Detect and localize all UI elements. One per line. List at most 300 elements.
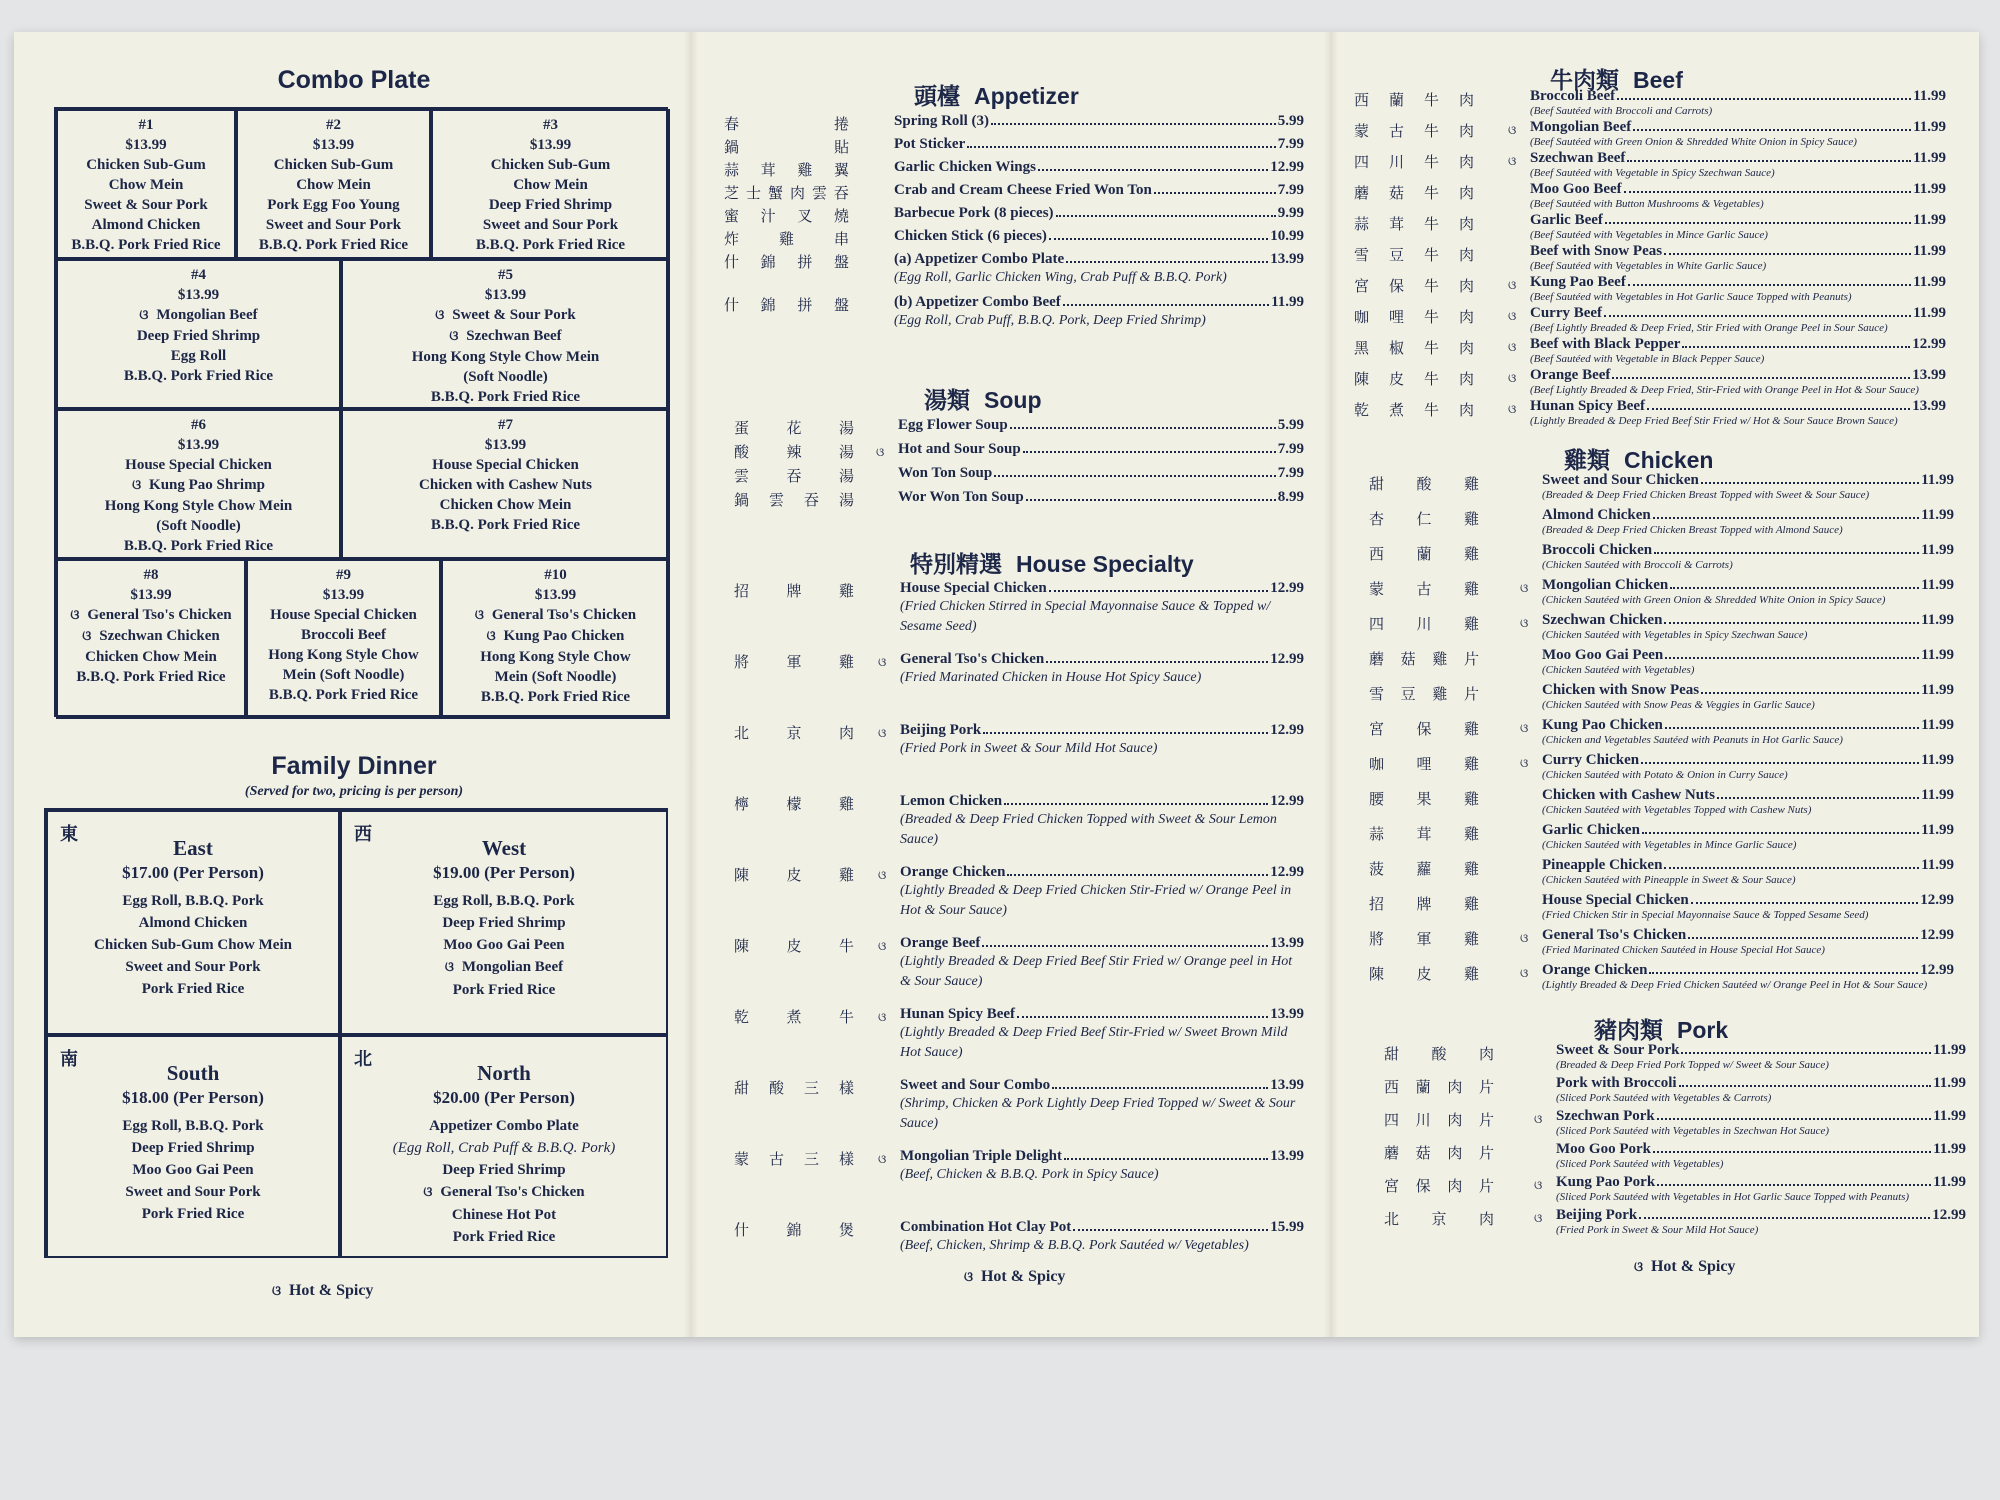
chinese-char: 雞 — [1463, 510, 1479, 528]
dinner-line-text: Moo Goo Gai Peen — [132, 1162, 254, 1178]
item-price: 7.99 — [1277, 441, 1304, 457]
leader-dots — [1617, 98, 1911, 100]
combo-line-text: Broccoli Beef — [300, 627, 387, 643]
combo-plate-10 — [441, 559, 670, 719]
dinner-line-text: Egg Roll, B.B.Q. Pork — [122, 1118, 264, 1134]
combo-line-text: Mein (Soft Noodle) — [282, 667, 405, 683]
chinese-char: 雞 — [1463, 860, 1479, 878]
item-price: 11.99 — [1913, 181, 1946, 197]
chili-icon: ଓ — [1520, 756, 1529, 770]
menu-item — [1534, 1108, 1966, 1138]
combo-line — [58, 346, 339, 366]
combo-line — [58, 516, 339, 536]
family-grid — [44, 808, 668, 1258]
item-name: Kung Pao Pork — [1556, 1174, 1656, 1190]
chinese-char: 牛 — [1423, 277, 1439, 295]
leader-dots — [983, 732, 1268, 734]
leader-dots — [994, 475, 1276, 477]
item-description: (Beef Sautéed with Broccoli and Carrots) — [1530, 105, 1713, 117]
combo-number: #7 — [498, 417, 513, 433]
chinese-char: 腰 — [1369, 790, 1385, 808]
item-name: Orange Chicken — [900, 864, 1006, 880]
combo-line — [238, 215, 429, 235]
chinese-char: 盤 — [833, 296, 849, 314]
chinese-name — [1369, 928, 1479, 949]
chinese-char: 將 — [734, 653, 750, 671]
item-price: 7.99 — [1277, 136, 1304, 152]
menu-item — [1508, 305, 1946, 335]
combo-line-text: B.B.Q. Pork Fried Rice — [123, 538, 274, 554]
chinese-char: 陳 — [1369, 965, 1385, 983]
combo-line-text: Deep Fried Shrimp — [136, 328, 261, 344]
item-name: (b) Appetizer Combo Beef — [894, 294, 1061, 310]
combo-line-text: (Soft Noodle) — [156, 518, 241, 534]
item-name: Broccoli Chicken — [1542, 542, 1653, 558]
combo-line — [343, 475, 668, 495]
chinese-char: 肉 — [789, 184, 805, 202]
item-description: (Sliced Pork Sautéed with Vegetables & Carrots) — [1556, 1092, 1772, 1104]
combo-line — [248, 605, 439, 625]
chinese-char: 三 — [803, 1079, 819, 1097]
combo-line — [58, 155, 234, 175]
menu-item — [894, 181, 1304, 199]
combo-line — [58, 536, 339, 556]
item-description: (Lightly Breaded & Deep Fried Beef Stir Fried w/ Orange peel in Hot & Sour Sauce) — [900, 954, 1293, 989]
item-description: (Breaded & Deep Fried Pork Topped w/ Sweet & Sour Sauce) — [1556, 1059, 1829, 1071]
chinese-char: 四 — [1369, 615, 1385, 633]
combo-plate-8 — [56, 559, 246, 719]
item-name: Szechwan Chicken — [1542, 612, 1663, 628]
item-price: 8.99 — [1277, 489, 1304, 505]
item-description: (Lightly Breaded & Deep Fried Chicken Sautéed w/ Orange Peel in Hot & Sour Sauce) — [1542, 979, 1928, 991]
chili-icon: ଓ — [1520, 616, 1529, 630]
item-description: (Sliced Pork Sautéed with Vegetables in Hot Garlic Sauce Topped with Peanuts) — [1556, 1191, 1910, 1203]
chinese-char: 雞 — [1432, 650, 1448, 668]
combo-line — [443, 626, 668, 647]
menu-item — [876, 440, 1304, 459]
leader-dots — [1046, 661, 1268, 663]
chinese-char: 酸 — [1416, 475, 1432, 493]
menu-item — [878, 650, 1304, 688]
chinese-char: 雪 — [1354, 246, 1370, 264]
menu-item — [1520, 717, 1954, 747]
chili-icon: ଓ — [878, 939, 887, 953]
leader-dots — [1647, 408, 1910, 410]
chinese-char: 吞 — [803, 491, 819, 509]
menu-item — [894, 293, 1304, 331]
combo-number: #2 — [326, 117, 341, 133]
leader-dots — [1628, 284, 1911, 286]
item-price: 13.99 — [1270, 1077, 1304, 1093]
menu-item — [898, 488, 1304, 506]
menu-item — [898, 416, 1304, 434]
leader-dots — [991, 123, 1276, 125]
combo-number: #4 — [191, 267, 206, 283]
family-dinner-east — [46, 810, 340, 1035]
combo-line-text: Kung Pao Chicken — [503, 628, 625, 644]
menu-item — [1530, 243, 1946, 273]
menu-item — [878, 1147, 1304, 1185]
leader-dots — [1627, 160, 1911, 162]
dinner-name: South — [166, 1061, 220, 1085]
item-price: 12.99 — [1932, 1207, 1966, 1223]
item-name: Egg Flower Soup — [898, 417, 1008, 433]
chinese-name — [1369, 683, 1479, 704]
chinese-char: 什 — [734, 1221, 750, 1239]
combo-line — [433, 215, 668, 235]
leader-dots — [1023, 451, 1276, 453]
chinese-name — [734, 1148, 854, 1169]
item-name: Orange Beef — [1530, 367, 1611, 383]
chinese-name — [1354, 399, 1474, 420]
chinese-char: 茸 — [1416, 825, 1432, 843]
chinese-char: 肉 — [1458, 308, 1474, 326]
chinese-char: 雞 — [1463, 755, 1479, 773]
item-description: (Beef Sautéed with Vegetables in White Garlic Sauce) — [1530, 260, 1767, 272]
chili-icon: ଓ — [132, 478, 142, 493]
chinese-char: 乾 — [734, 1008, 750, 1026]
combo-line — [58, 215, 234, 235]
dinner-line — [342, 1181, 666, 1204]
leader-dots — [1073, 1229, 1268, 1231]
menu-item — [1520, 962, 1954, 992]
item-description: (Fried Chicken Stir in Special Mayonnaise Sauce & Topped Sesame Seed) — [1542, 909, 1869, 921]
chinese-char: 酸 — [734, 443, 750, 461]
chinese-char: 蒜 — [1354, 215, 1370, 233]
chinese-char: 陳 — [734, 866, 750, 884]
leader-dots — [1010, 427, 1276, 429]
combo-plate-2 — [236, 109, 431, 259]
leader-dots — [1064, 1158, 1268, 1160]
item-name: Mongolian Chicken — [1542, 577, 1669, 593]
menu-item — [1542, 507, 1954, 537]
chinese-char: 蒙 — [1369, 580, 1385, 598]
chinese-char: 四 — [1354, 153, 1370, 171]
combo-line — [343, 326, 668, 347]
menu-item — [1542, 892, 1954, 922]
chinese-char: 雲 — [811, 184, 827, 202]
item-price: 11.99 — [1921, 577, 1954, 593]
item-description: (Chicken Sautéed with Vegetables in Spicy Szechwan Sauce) — [1542, 629, 1808, 641]
chinese-name — [1354, 337, 1474, 358]
chinese-name — [734, 864, 854, 885]
chinese-name — [1384, 1175, 1494, 1196]
combo-title: Combo Plate — [277, 66, 431, 94]
combo-number: #1 — [138, 117, 154, 133]
item-description: (Lightly Breaded & Deep Fried Chicken Stir-Fried w/ Orange Peel in Hot & Sour Sauce) — [900, 883, 1292, 918]
menu-item — [894, 204, 1304, 222]
dinner-line-text: Pork Fried Rice — [452, 1229, 556, 1245]
chinese-char: 牛 — [1423, 370, 1439, 388]
leader-dots — [1026, 499, 1276, 501]
item-price: 11.99 — [1913, 243, 1946, 259]
item-description: (Beef, Chicken, Shrimp & B.B.Q. Pork Sautéed w/ Vegetables) — [900, 1238, 1249, 1253]
leader-dots — [1664, 867, 1919, 869]
chinese-char: 雞 — [1463, 825, 1479, 843]
leader-dots — [1642, 832, 1919, 834]
combo-line-text: Pork Egg Foo Young — [267, 197, 400, 213]
combo-line — [343, 495, 668, 515]
item-name: Orange Beef — [900, 935, 981, 951]
dinner-line — [342, 1137, 666, 1159]
chinese-name — [1369, 543, 1479, 564]
combo-line — [248, 645, 439, 665]
section-chinese-title: 豬肉類 — [1594, 1018, 1663, 1044]
chinese-char: 肉 — [1447, 1078, 1463, 1096]
chili-icon: ଓ — [1520, 581, 1529, 595]
chinese-char: 甜 — [734, 1079, 750, 1097]
chinese-char: 雞 — [1463, 790, 1479, 808]
combo-line — [443, 647, 668, 667]
dinner-line — [342, 912, 666, 934]
item-name: Moo Goo Gai Peen — [1542, 647, 1664, 663]
dinner-line — [48, 1137, 338, 1159]
item-name: Barbecue Pork (8 pieces) — [894, 205, 1054, 221]
chinese-char: 片 — [1463, 650, 1479, 668]
chinese-char: 雲 — [768, 491, 784, 509]
dinner-line-text: Chicken Sub-Gum Chow Mein — [94, 937, 292, 953]
chinese-char: 北 — [1384, 1210, 1400, 1228]
chinese-char: 雞 — [1432, 685, 1448, 703]
leader-dots — [1639, 1217, 1930, 1219]
chili-icon: ଓ — [444, 960, 454, 975]
menu-sheet — [14, 32, 1979, 1337]
chinese-char: 煮 — [1388, 401, 1404, 419]
menu-item — [1520, 577, 1954, 607]
item-name: (a) Appetizer Combo Plate — [894, 251, 1065, 267]
item-price: 12.99 — [1920, 962, 1954, 978]
chinese-char: 川 — [1415, 1111, 1431, 1129]
leader-dots — [1052, 1087, 1268, 1089]
item-price: 11.99 — [1933, 1042, 1966, 1058]
combo-line-text: Hong Kong Style Chow — [268, 647, 419, 663]
menu-item — [1508, 119, 1946, 149]
item-description: (Chicken and Vegetables Sautéed with Peanuts in Hot Garlic Sauce) — [1542, 734, 1843, 746]
item-name: Spring Roll (3) — [894, 113, 990, 129]
chinese-char: 牛 — [1423, 246, 1439, 264]
item-description: (Beef Sautéed with Vegetables in Hot Garlic Sauce Topped with Peanuts) — [1530, 291, 1852, 303]
item-description: (Chicken Sautéed with Broccoli & Carrots) — [1542, 559, 1733, 571]
combo-line-text: Sweet and Sour Pork — [265, 217, 402, 233]
item-description: (Breaded & Deep Fried Chicken Topped with Sweet & Sour Lemon Sauce) — [900, 812, 1277, 847]
chinese-char: 古 — [768, 1150, 784, 1168]
combo-line-text: Chicken Sub-Gum — [86, 157, 206, 173]
item-name: Beijing Pork — [1556, 1207, 1638, 1223]
combo-line — [238, 195, 429, 215]
combo-line-text: B.B.Q. Pork Fried Rice — [123, 368, 274, 384]
item-price: 12.99 — [1270, 793, 1304, 809]
chinese-char: 肉 — [1458, 401, 1474, 419]
dinner-line-text: Mongolian Beef — [461, 959, 564, 975]
item-price: 10.99 — [1270, 228, 1304, 244]
dinner-line — [342, 979, 666, 1001]
menu-item — [878, 934, 1304, 992]
chinese-char: 川 — [1388, 153, 1404, 171]
leader-dots — [1038, 169, 1268, 171]
chinese-char: 叉 — [797, 207, 813, 225]
chinese-char: 蜜 — [724, 207, 740, 225]
item-price: 12.99 — [1270, 722, 1304, 738]
dinner-line — [48, 1159, 338, 1181]
chinese-char: 川 — [1416, 615, 1432, 633]
combo-line — [58, 326, 339, 346]
chinese-char: 芝 — [724, 184, 740, 202]
chinese-char: 蒙 — [1354, 122, 1370, 140]
menu-item — [1508, 367, 1946, 397]
leader-dots — [1657, 1118, 1931, 1120]
chinese-char: 汁 — [760, 207, 776, 225]
menu-item — [1542, 787, 1954, 817]
dinner-line-text: (Egg Roll, Crab Puff & B.B.Q. Pork) — [392, 1140, 616, 1156]
item-price: 12.99 — [1270, 159, 1304, 175]
item-description: (Egg Roll, Garlic Chicken Wing, Crab Puff & B.B.Q. Pork) — [894, 270, 1227, 285]
combo-price: $13.99 — [484, 437, 527, 453]
chinese-char: 辣 — [786, 443, 802, 461]
combo-line — [343, 455, 668, 475]
item-price: 13.99 — [1912, 398, 1946, 414]
chinese-char: 雞 — [838, 582, 854, 600]
item-price: 11.99 — [1921, 822, 1954, 838]
item-price: 11.99 — [1921, 787, 1954, 803]
dinner-line — [48, 1203, 338, 1225]
dinner-line-text: Chinese Hot Pot — [451, 1207, 557, 1223]
chinese-char: 皮 — [786, 937, 802, 955]
combo-line — [238, 155, 429, 175]
combo-line — [433, 175, 668, 195]
chili-icon: ଓ — [876, 445, 885, 459]
dinner-line-text: Appetizer Combo Plate — [429, 1118, 579, 1134]
chili-icon: ଓ — [964, 1270, 973, 1285]
combo-line — [58, 667, 244, 687]
combo-line — [58, 496, 339, 516]
item-description: (Sliced Pork Sautéed with Vegetables in Szechwan Hot Sauce) — [1556, 1125, 1830, 1137]
menu-item — [1542, 542, 1954, 572]
combo-plate-1 — [56, 109, 236, 259]
chinese-char: 咖 — [1369, 755, 1385, 773]
chinese-char: 將 — [1369, 930, 1385, 948]
item-name: Curry Chicken — [1542, 752, 1640, 768]
chinese-name — [724, 205, 849, 226]
chinese-char: 蘑 — [1384, 1144, 1400, 1162]
item-price: 13.99 — [1270, 935, 1304, 951]
chinese-name — [1354, 213, 1474, 234]
soup-section-title — [924, 382, 1042, 415]
chinese-char: 鍋 — [724, 138, 740, 156]
chili-icon: ଓ — [1534, 1178, 1543, 1192]
chinese-char: 什 — [724, 253, 740, 271]
chinese-char: 宮 — [1369, 720, 1385, 738]
combo-line — [433, 235, 668, 255]
dinner-price: $17.00 (Per Person) — [122, 863, 264, 882]
combo-number: #8 — [143, 567, 159, 583]
item-description: (Chicken Sautéed with Snow Peas & Veggies in Garlic Sauce) — [1542, 699, 1815, 711]
chinese-char: 煮 — [786, 1008, 802, 1026]
combo-price: $13.99 — [125, 137, 167, 153]
combo-line — [58, 605, 244, 626]
chinese-char: 三 — [803, 1150, 819, 1168]
menu-item — [1530, 212, 1946, 242]
dinner-line — [342, 956, 666, 979]
chinese-char: 招 — [734, 582, 750, 600]
chinese-char: 牛 — [838, 937, 854, 955]
item-description: (Beef Sautéed with Vegetables in Mince Garlic Sauce) — [1530, 229, 1768, 241]
leader-dots — [1682, 346, 1910, 348]
chinese-char: 保 — [1416, 720, 1432, 738]
item-price: 15.99 — [1270, 1219, 1304, 1235]
menu-item — [894, 112, 1304, 130]
dinner-line-text: Pork Fried Rice — [141, 981, 245, 997]
leader-dots — [1670, 587, 1919, 589]
combo-line — [58, 647, 244, 667]
item-name: Combination Hot Clay Pot — [900, 1219, 1072, 1235]
right-panel — [1334, 32, 1979, 1337]
menu-item — [1520, 752, 1954, 782]
menu-item — [1542, 682, 1954, 712]
item-name: Garlic Beef — [1530, 212, 1603, 228]
item-name: Garlic Chicken Wings — [894, 159, 1036, 175]
combo-price: $13.99 — [130, 587, 172, 603]
item-description: (Beef Sautéed with Vegetable in Black Pepper Sauce) — [1530, 353, 1765, 365]
combo-line — [433, 195, 668, 215]
item-name: Kung Pao Chicken — [1542, 717, 1663, 733]
chinese-name — [1354, 151, 1474, 172]
combo-line — [443, 667, 668, 687]
combo-line-text: B.B.Q. Pork Fried Rice — [76, 669, 226, 685]
combo-line-text: B.B.Q. Pork Fried Rice — [430, 517, 581, 533]
menu-item — [1542, 857, 1954, 887]
item-name: Hunan Spicy Beef — [900, 1006, 1016, 1022]
chinese-char: 雲 — [734, 467, 750, 485]
chinese-name — [734, 580, 854, 601]
chinese-name — [734, 489, 854, 510]
chinese-char: 菠 — [1369, 860, 1385, 878]
item-price: 9.99 — [1277, 205, 1304, 221]
item-price: 11.99 — [1913, 212, 1946, 228]
chinese-char: 甜 — [1369, 475, 1385, 493]
combo-line — [433, 155, 668, 175]
chinese-char: 雪 — [1369, 685, 1385, 703]
chinese-char: 牛 — [1423, 184, 1439, 202]
chinese-char: 肉 — [1458, 246, 1474, 264]
section-english-title: House Specialty — [1016, 551, 1194, 577]
chinese-name — [734, 793, 854, 814]
chinese-char: 牛 — [1423, 308, 1439, 326]
item-price: 12.99 — [1920, 892, 1954, 908]
chinese-char: 蛋 — [734, 419, 750, 437]
dinner-line-text: Moo Goo Gai Peen — [443, 937, 565, 953]
chili-icon: ଓ — [1508, 402, 1517, 416]
leader-dots — [1701, 692, 1919, 694]
item-price: 12.99 — [1270, 580, 1304, 596]
combo-line — [238, 175, 429, 195]
combo-line-text: Mongolian Beef — [156, 307, 258, 323]
leader-dots — [1007, 874, 1268, 876]
family-dinner-south — [46, 1035, 340, 1258]
dinner-line-text: Egg Roll, B.B.Q. Pork — [433, 893, 575, 909]
hot-legend — [272, 1282, 373, 1300]
item-name: Chicken with Snow Peas — [1542, 682, 1700, 698]
chili-icon: ଓ — [449, 329, 459, 344]
chinese-char: 果 — [1416, 790, 1432, 808]
combo-plate-5 — [341, 259, 670, 409]
combo-line-text: House Special Chicken — [125, 457, 272, 473]
combo-plate-3 — [431, 109, 670, 259]
chinese-char: 肉 — [838, 724, 854, 742]
left-panel — [14, 32, 694, 1337]
item-price: 11.99 — [1933, 1141, 1966, 1157]
chinese-char: 牛 — [1423, 215, 1439, 233]
menu-item — [1534, 1174, 1966, 1204]
